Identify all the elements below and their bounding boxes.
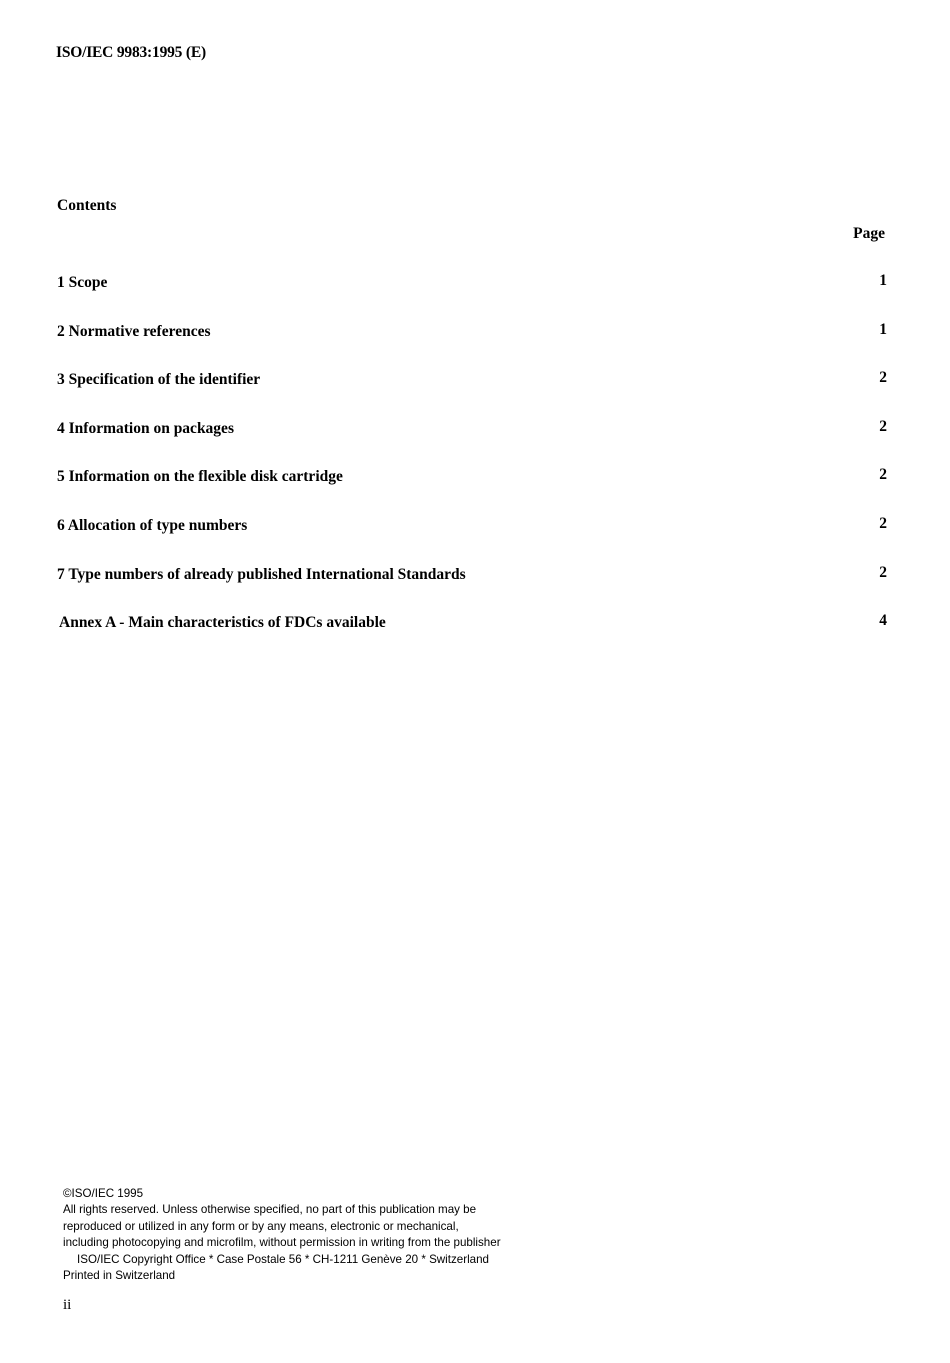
toc-entry-specification[interactable] — [57, 371, 887, 420]
toc-entry-title: 5 Information on the flexible disk cartridge — [57, 468, 343, 486]
table-of-contents — [57, 274, 887, 663]
toc-entry-title: 1 Scope — [57, 274, 108, 291]
copyright-office-address: ISO/IEC Copyright Office * Case Postale 56 * CH-1211 Genève 20 * Switzerland — [77, 1252, 489, 1266]
toc-entry-flexible-disk[interactable] — [57, 468, 887, 517]
toc-entry-page: 2 — [879, 466, 887, 484]
toc-entry-title: 4 Information on packages — [57, 419, 234, 437]
toc-entry-allocation[interactable] — [57, 514, 887, 566]
toc-entry-page: 2 — [879, 417, 887, 435]
printed-in-line: Printed in Switzerland — [63, 1269, 176, 1283]
contents-heading: Contents — [57, 197, 117, 214]
toc-entry-page: 2 — [879, 563, 887, 581]
toc-entry-type-numbers[interactable] — [57, 563, 887, 615]
toc-entry-page: 2 — [879, 514, 887, 532]
copyright-line: ©ISO/IEC 1995 — [63, 1187, 144, 1200]
toc-entry-title: Annex A - Main characteristics of FDCs available — [59, 614, 386, 632]
toc-entry-scope[interactable] — [57, 274, 887, 323]
toc-entry-page: 4 — [879, 612, 887, 630]
toc-entry-normative-references[interactable] — [57, 320, 887, 372]
toc-entry-page: 1 — [879, 272, 887, 289]
toc-entry-title: 3 Specification of the identifier — [57, 371, 261, 389]
page-column-label: Page — [853, 225, 885, 242]
document-header: ISO/IEC 9983:1995 (E) — [56, 44, 206, 61]
rights-line-1: All rights reserved. Unless otherwise specified, no part of this publication may be — [63, 1203, 477, 1217]
copyright-notice — [63, 1186, 501, 1284]
toc-entry-page: 1 — [879, 320, 887, 338]
toc-entry-title: 6 Allocation of type numbers — [57, 516, 248, 534]
page-number: ii — [63, 1297, 72, 1313]
toc-entry-packages[interactable] — [57, 417, 887, 469]
toc-entry-annex-a[interactable] — [57, 614, 887, 663]
rights-line-2: reproduced or utilized in any form or by any means, electronic or mechanical, — [63, 1219, 459, 1233]
toc-entry-page: 2 — [879, 369, 887, 387]
rights-line-3: including photocopying and microfilm, without permission in writing from the publisher — [63, 1236, 501, 1250]
toc-entry-title: 2 Normative references — [57, 322, 211, 340]
toc-entry-title: 7 Type numbers of already published International Standards — [57, 565, 466, 583]
